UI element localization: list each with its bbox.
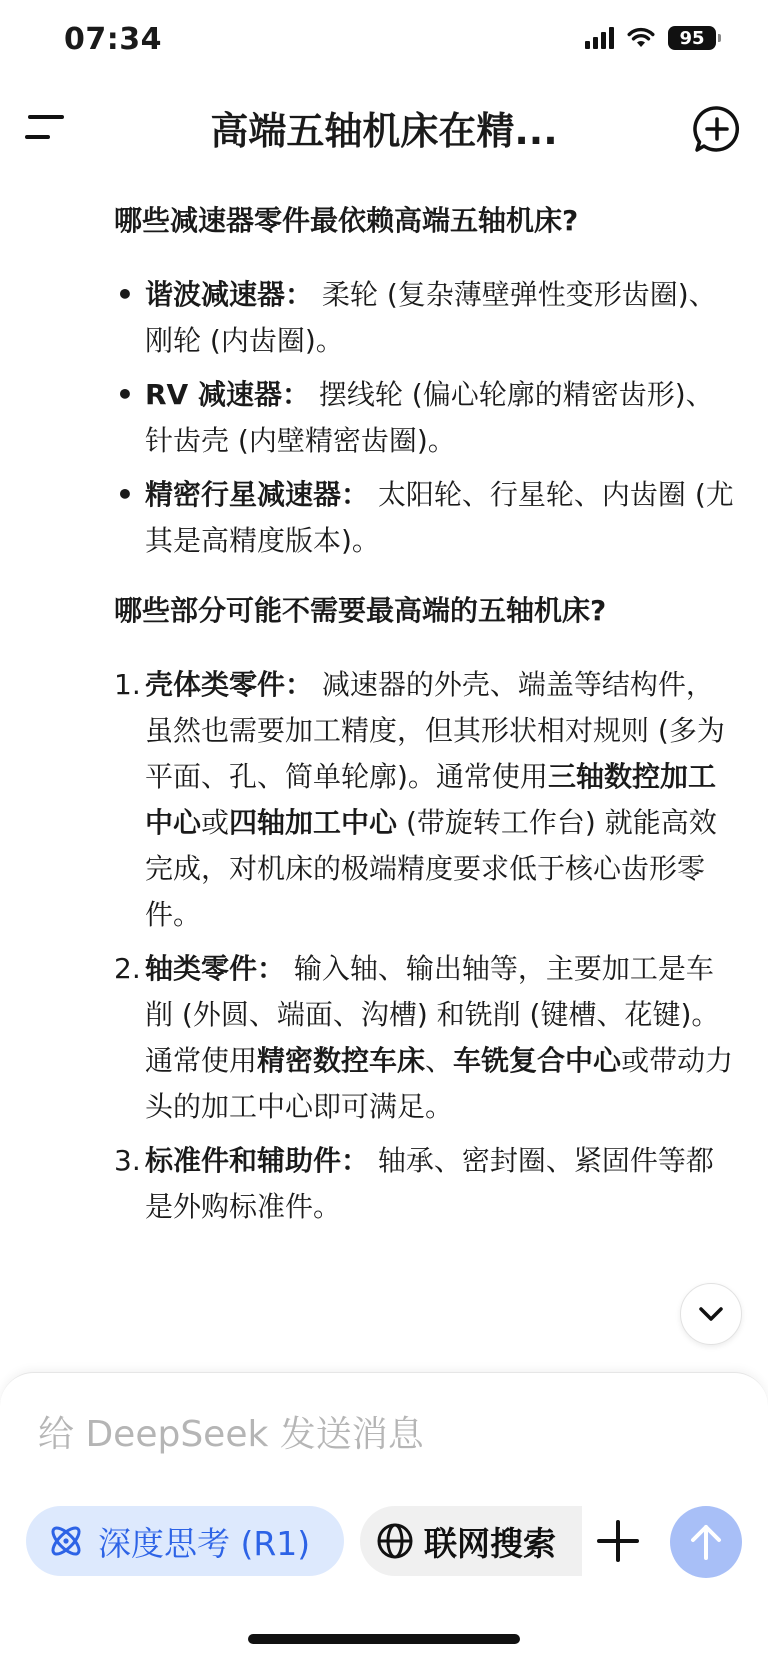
item-text: (带旋转工作台) 就能高效完成，对机床的极端精度要求低于核心齿形零件。	[145, 806, 717, 931]
list-item: • RV 减速器： 摆线轮 (偏心轮廓的精密齿形)、针齿壳 (内壁精密齿圈)。	[116, 378, 714, 457]
menu-button[interactable]	[24, 110, 68, 144]
item-number: 3.	[114, 1144, 141, 1177]
item-emphasis: 三轴数控加工中心	[145, 760, 716, 839]
item-text: 输入轴、输出轴等，主要加工是车削 (外圆、端面、沟槽) 和铣削 (键槽、花键)。通常使用	[145, 952, 720, 1077]
globe-icon	[376, 1522, 414, 1560]
deep-think-toggle[interactable]	[26, 1506, 344, 1576]
scroll-to-bottom-button[interactable]	[680, 1283, 742, 1345]
item-emphasis: 精密数控车床	[257, 1044, 426, 1077]
menu-icon	[24, 110, 68, 144]
item-text: 轴承、密封圈、紧固件等都是外购标准件。	[145, 1144, 714, 1223]
add-attachment-button[interactable]	[590, 1508, 646, 1574]
deep-think-label: 深度思考 (R1)	[98, 1523, 311, 1563]
reducer-parts-list	[114, 272, 734, 564]
new-chat-button[interactable]	[692, 104, 742, 154]
list-item: • 谐波减速器： 柔轮 (复杂薄壁弹性变形齿圈)、刚轮 (内齿圈)。	[116, 278, 717, 357]
list-item	[114, 1138, 734, 1230]
status-time: 07:34	[64, 22, 162, 57]
item-text: 摆线轮 (偏心轮廓的精密齿形)、针齿壳 (内壁精密齿圈)。	[145, 378, 714, 457]
battery-level: 95	[679, 27, 705, 49]
item-label: 标准件和辅助件：	[145, 1144, 370, 1177]
assistant-message	[114, 198, 734, 1238]
other-parts-list	[114, 662, 734, 1230]
item-label: 轴类零件：	[145, 952, 286, 985]
item-label: 壳体类零件：	[145, 668, 314, 701]
list-item: • 精密行星减速器： 太阳轮、行星轮、内齿圈 (尤其是高精度版本)。	[116, 478, 734, 557]
page-title: 高端五轴机床在精...	[210, 109, 558, 153]
item-text: 减速器的外壳、端盖等结构件，虽然也需要加工精度，但其形状相对规则 (多为平面、孔、简单轮廓)。通常使用	[145, 668, 725, 793]
item-number: 2.	[114, 952, 141, 985]
new-chat-icon	[692, 104, 742, 154]
list-item	[114, 946, 734, 1130]
section-heading: 哪些减速器零件最依赖高端五轴机床?	[114, 204, 579, 237]
chevron-down-icon	[697, 1305, 725, 1323]
web-search-label: 联网搜索	[424, 1523, 556, 1563]
status-icons	[585, 26, 716, 50]
home-indicator	[248, 1634, 520, 1644]
item-emphasis: 车铣复合中心	[453, 1044, 622, 1077]
item-number: 1.	[114, 668, 141, 701]
item-text: 、	[425, 1044, 454, 1077]
web-search-toggle[interactable]	[360, 1506, 582, 1576]
atom-icon	[46, 1521, 86, 1561]
send-button[interactable]	[670, 1506, 742, 1578]
battery-icon	[668, 26, 716, 50]
item-text: 或带动力头的加工中心即可满足。	[145, 1044, 734, 1123]
item-emphasis: 四轴加工中心	[229, 806, 398, 839]
section-heading: 哪些部分可能不需要最高端的五轴机床?	[114, 594, 607, 627]
item-text: 柔轮 (复杂薄壁弹性变形齿圈)、刚轮 (内齿圈)。	[145, 278, 717, 357]
plus-icon	[596, 1519, 640, 1563]
wifi-icon	[626, 27, 656, 49]
item-text: 或	[201, 806, 230, 839]
item-text: 太阳轮、行星轮、内齿圈 (尤其是高精度版本)。	[145, 478, 734, 557]
item-label: 谐波减速器：	[145, 278, 314, 311]
arrow-up-icon	[688, 1522, 724, 1562]
item-label: RV 减速器：	[145, 378, 310, 411]
message-input[interactable]	[36, 1408, 730, 1460]
item-label: 精密行星减速器：	[145, 478, 370, 511]
list-item	[114, 662, 734, 938]
cellular-signal-icon	[585, 27, 614, 49]
